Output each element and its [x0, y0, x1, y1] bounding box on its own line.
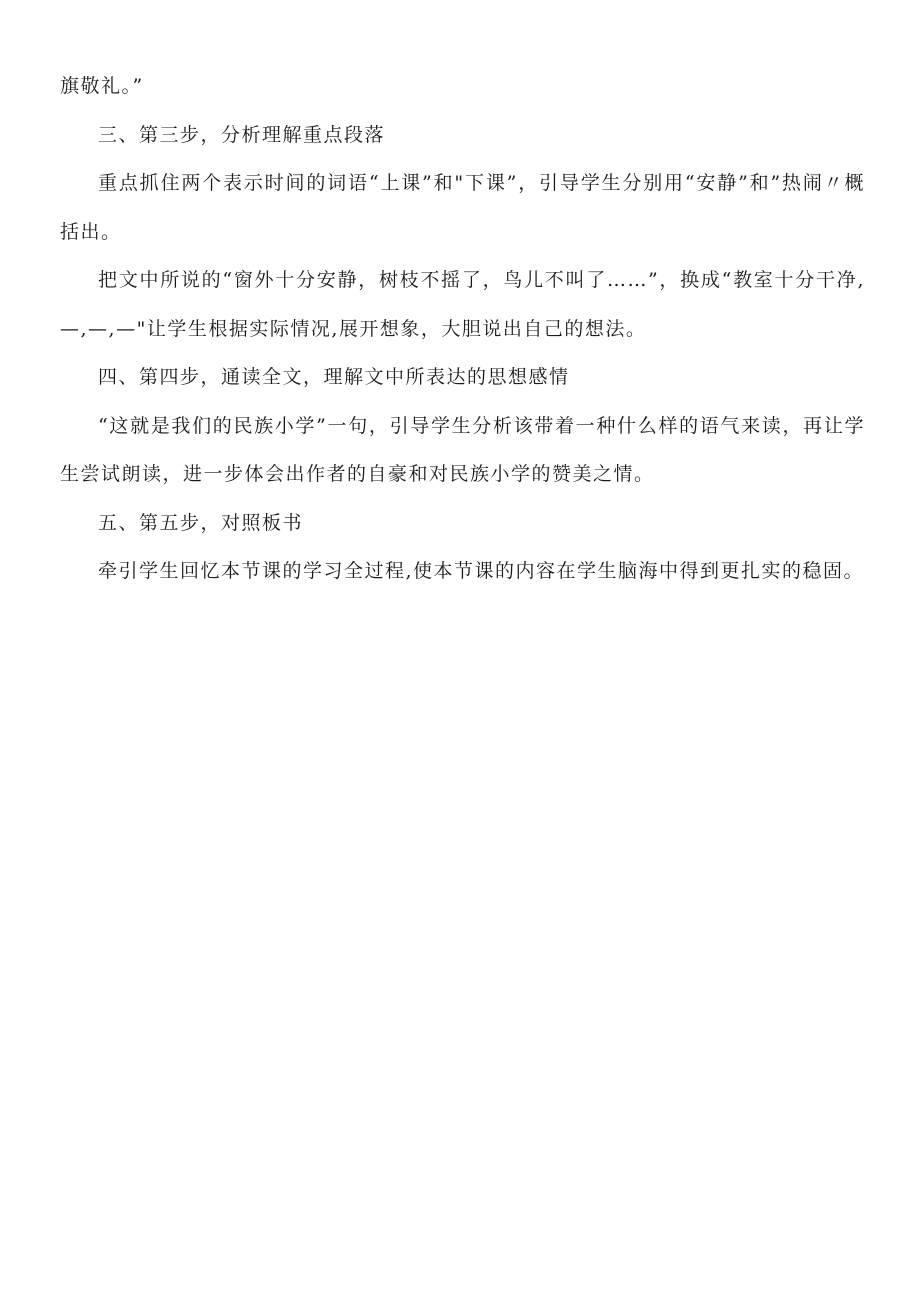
section-heading-3: 三、第三步，分析理解重点段落	[98, 123, 386, 146]
section-heading-5: 五、第五步，对照板书	[98, 511, 304, 534]
paragraph-keywords: 重点抓住两个表示时间的词语“上课”和"下课”，引导学生分别用“安静”和”热闹〃概括出。	[60, 172, 865, 243]
continuation-text: 旗敬礼。”	[60, 75, 144, 97]
paragraph-reading: “这就是我们的民族小学”一句，引导学生分析该带着一种什么样的语气来读，再让学生尝试朗读，进一步体会出作者的自豪和对民族小学的赞美之情。	[60, 414, 865, 485]
paragraph-review: 牵引学生回忆本节课的学习全过程,使本节课的内容在学生脑海中得到更扎实的稳固。	[98, 560, 865, 582]
paragraph-imagination: 把文中所说的“窗外十分安静，树枝不摇了，鸟儿不叫了……”，换成“教室十分干净,—,—,—"让学生根据实际情况,展开想象，大胆说出自己的想法。	[60, 269, 865, 340]
document-page	[60, 62, 865, 596]
section-heading-4: 四、第四步，通读全文，理解文中所表达的思想感情	[98, 366, 570, 388]
